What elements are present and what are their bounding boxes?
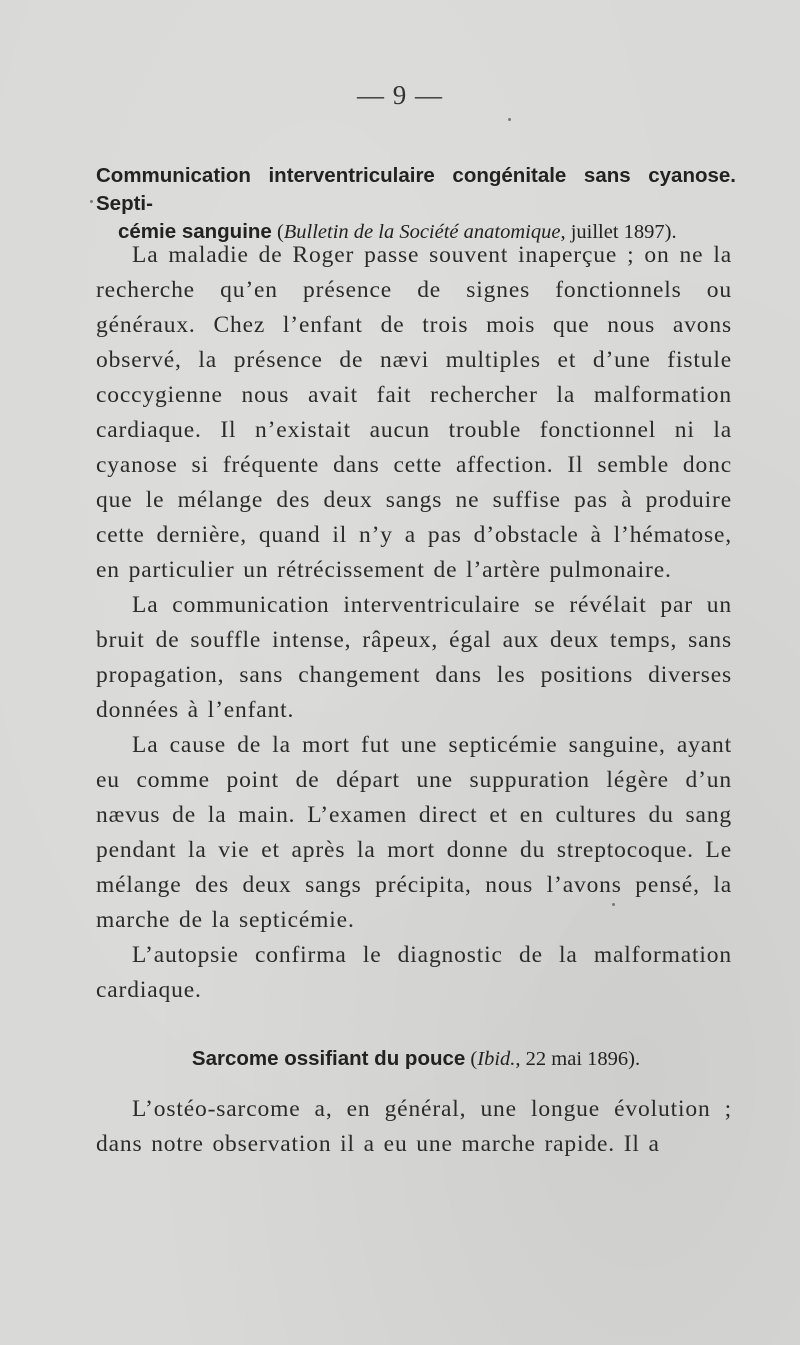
paragraph: L’autopsie confirma le diagnostic de la malformation cardiaque.: [96, 942, 732, 1003]
ref-date: , juillet 1897).: [560, 221, 677, 243]
section-body-sarcome: [96, 1092, 732, 1162]
section-title-line1: Communication interventriculaire congénitale sans cyanose. Septi-: [96, 164, 736, 215]
ref-open: (: [271, 221, 284, 243]
paper-speck: [612, 903, 615, 906]
page-number: — 9 —: [357, 80, 443, 110]
section-title-communication: [96, 162, 736, 246]
paragraph: La cause de la mort fut une septicémie sanguine, ayant eu comme point de départ une suppuration légère d’un nævus de la main. L’examen direct et en cultures du sang pendant la vie et après la mort donne du streptocoque. Le mélange des deux sangs précipita, nous l’avons pensé, la marche de la septicémie.: [96, 732, 732, 933]
section-body-communication: [96, 238, 732, 1008]
paper-speck: [90, 200, 93, 203]
section-reference: [465, 1048, 640, 1070]
ref-ibid: Ibid.: [477, 1048, 516, 1070]
ref-date: , 22 mai 1896).: [515, 1048, 641, 1070]
paragraph: L’ostéo-sarcome a, en général, une longue évolution ; dans notre observation il a eu une marche rapide. Il a: [96, 1096, 732, 1157]
ref-journal: Bulletin de la Société anatomique: [283, 221, 561, 243]
paragraph: La communication interventriculaire se révélait par un bruit de souffle intense, râpeux, égal aux deux temps, sans propagation, sans changement dans les positions diverses données à l’enfant.: [96, 592, 732, 723]
section-title-bold-end: cémie sanguine: [118, 220, 272, 243]
paper-speck: [508, 118, 511, 121]
paragraph: La maladie de Roger passe souvent inaperçue ; on ne la recherche qu’en présence de signes fonctionnels ou généraux. Chez l’enfant de trois mois que nous avons observé, la présence de nævi multiples et d’une fistule coccygienne nous avait fait rechercher la malformation cardiaque. Il n’existait aucun trouble fonctionnel ni la cyanose si fréquente dans cette affection. Il semble donc que le mélange des deux sangs ne suffise pas à produire cette dernière, quand il n’y a pas d’obstacle à l’hématose, en particulier un rétrécissement de l’artère pulmonaire.: [96, 242, 732, 583]
section-title-sarcome: [96, 1045, 736, 1073]
section-title-bold: Sarcome ossifiant du pouce: [191, 1047, 466, 1070]
ref-open: (: [465, 1048, 478, 1070]
